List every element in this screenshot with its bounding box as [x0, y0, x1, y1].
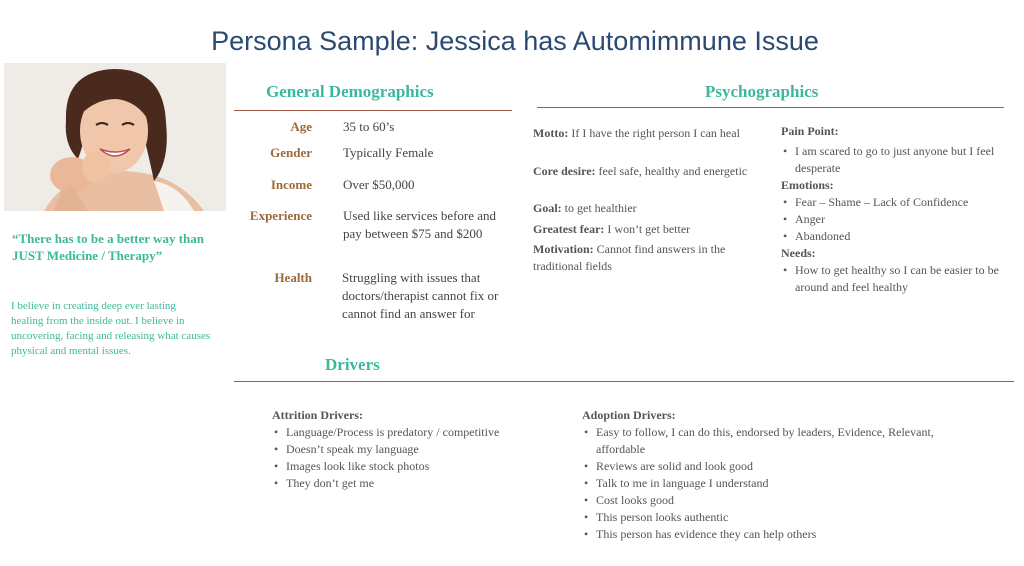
list-item: • Talk to me in language I understand	[582, 475, 942, 492]
persona-quote: “There has to be a better way than JUST Medicine / Therapy”	[12, 231, 204, 263]
adoption-drivers	[582, 407, 942, 543]
demographics-label-experience: Experience	[249, 208, 312, 223]
list-item: • Abandoned	[781, 228, 1009, 245]
adoption-list	[582, 424, 942, 543]
attrition-heading: Attrition Drivers:	[272, 408, 363, 422]
list-item: • Reviews are solid and look good	[582, 458, 942, 475]
list-item: • Anger	[781, 211, 1009, 228]
psy-motivation: Motivation: Cannot find answers in the traditional fields	[533, 242, 726, 273]
psy-motto: Motto: If I have the right person I can heal	[533, 126, 740, 140]
drivers-heading: Drivers	[325, 355, 380, 374]
psy-goal: Goal: to get healthier	[533, 201, 637, 215]
list-item: • How to get healthy so I can be easier to be around and feel healthy	[781, 262, 1009, 296]
psy-core-desire: Core desire: feel safe, healthy and energetic	[533, 164, 748, 178]
adoption-heading: Adoption Drivers:	[582, 408, 676, 422]
list-item: • Easy to follow, I can do this, endorsed by leaders, Evidence, Relevant, affordable	[582, 424, 942, 458]
demographics-value-age: 35 to 60’s	[343, 119, 395, 134]
drivers-rule	[234, 381, 1014, 382]
demographics-value-health: Struggling with issues that doctors/therapist cannot fix or cannot find an answer for	[342, 270, 499, 321]
list-item: • They don’t get me	[272, 475, 512, 492]
demographics-rule	[234, 110, 512, 111]
list-item: • Language/Process is predatory / competitive	[272, 424, 512, 441]
demographics-value-gender: Typically Female	[343, 145, 434, 160]
list-item: • This person has evidence they can help others	[582, 526, 942, 543]
list-item: • Images look like stock photos	[272, 458, 512, 475]
attrition-drivers	[272, 407, 512, 492]
demographics-value-income: Over $50,000	[343, 177, 415, 192]
demographics-heading: General Demographics	[266, 82, 434, 101]
persona-belief: I believe in creating deep ever lasting healing from the inside out. I believe in uncovering, facing and releasing what causes physical and mental issues.	[11, 300, 211, 357]
demographics-value-experience: Used like services before and pay between $75 and $200	[343, 208, 497, 241]
demographics-label-gender: Gender	[270, 145, 312, 160]
page-title: Persona Sample: Jessica has Automimmune Issue	[211, 26, 819, 56]
list-item: • Cost looks good	[582, 492, 942, 509]
psy-right-column	[781, 123, 1009, 296]
demographics-label-income: Income	[270, 177, 312, 192]
psychographics-heading: Psychographics	[705, 82, 819, 101]
demographics-label-age: Age	[290, 119, 312, 134]
emotions-heading: Emotions:	[781, 178, 834, 192]
emotions-list	[781, 194, 1009, 245]
demographics-label-health: Health	[274, 270, 312, 285]
needs-list	[781, 262, 1009, 296]
list-item: • Fear – Shame – Lack of Confidence	[781, 194, 1009, 211]
list-item: • This person looks authentic	[582, 509, 942, 526]
list-item: • Doesn’t speak my language	[272, 441, 512, 458]
pain-point-list	[781, 143, 1009, 177]
needs-heading: Needs:	[781, 246, 816, 260]
psychographics-rule	[537, 107, 1004, 108]
persona-photo	[4, 63, 226, 211]
attrition-list	[272, 424, 512, 492]
psy-greatest-fear: Greatest fear: I won’t get better	[533, 222, 691, 236]
list-item: • I am scared to go to just anyone but I feel desperate	[781, 143, 1009, 177]
pain-point-heading: Pain Point:	[781, 124, 839, 138]
